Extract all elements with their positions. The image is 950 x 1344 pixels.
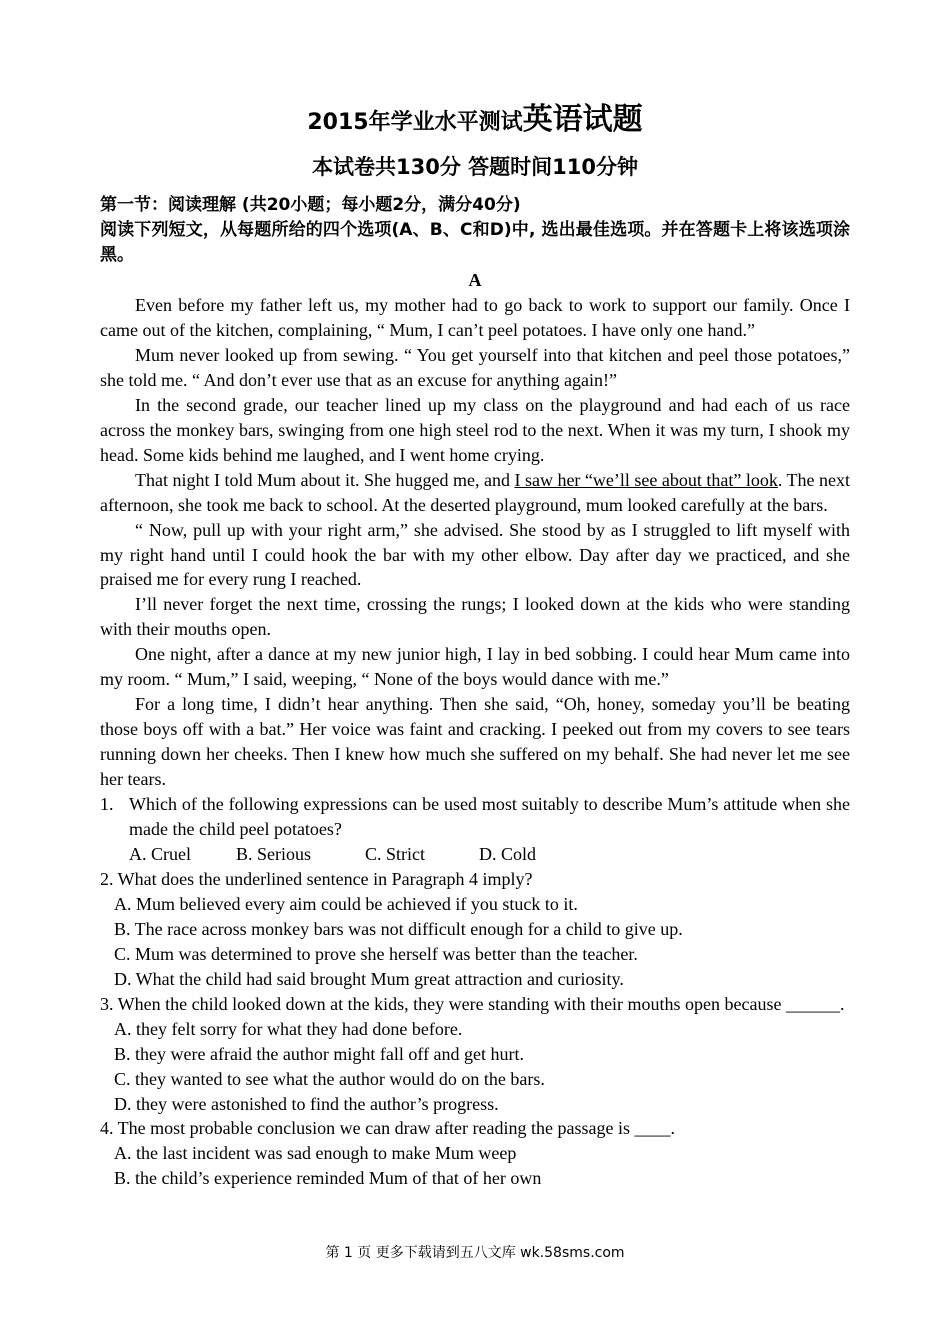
option: D. Cold [479,843,537,864]
paragraph [100,468,850,518]
paragraph: For a long time, I didn’t hear anything. Then she said, “Oh, honey, someday you’ll be beating those boys off with a bat.” Her voice was faint and cracking. I peeked out from my covers to see tears running down her cheeks. Then I knew how much she suffered on my behalf. She had never let me see her tears. [100,694,850,790]
paragraph: Mum never looked up from sewing. “ You get yourself into that kitchen and peel those potatoes,” she told me. “ And don’t ever use that as an excuse for anything again!” [100,344,850,390]
paragraph-text: That night I told Mum about it. She hugged me, and [135,469,515,490]
question-4: 4. The most probable conclusion we can draw after reading the passage is ____. [100,1118,675,1139]
option: A. the last incident was sad enough to make Mum weep [114,1143,517,1164]
option: D. What the child had said brought Mum great attraction and curiosity. [114,968,624,989]
option: A. they felt sorry for what they had done before. [114,1018,463,1039]
exam-title [100,100,850,143]
option: B. Serious [236,843,312,864]
title-main: 英语试题 [522,102,643,137]
option: B. The race across monkey bars was not difficult enough for a child to give up. [114,918,683,939]
paragraph: In the second grade, our teacher lined up my class on the playground and had each of us race across the monkey bars, swinging from one high steel rod to the next. When it was my turn, I shook my head. Some kids behind me laughed, and I went home crying. [100,394,850,465]
option: A. Mum believed every aim could be achieved if you stuck to it. [114,893,578,914]
option: C. they wanted to see what the author would do on the bars. [114,1068,545,1089]
question-1-options [100,842,850,867]
paragraph: Even before my father left us, my mother had to go back to work to support our family. Once I came out of the kitchen, complaining, “ Mum, I can’t peel potatoes. I have only one hand.” [100,295,850,340]
passage-label: A [468,270,482,290]
page-footer: 第 1 页 更多下载请到五八文库 wk.58sms.com [325,1245,625,1261]
question-2: 2. What does the underlined sentence in Paragraph 4 imply? [100,868,533,889]
option: B. they were afraid the author might fall off and get hurt. [114,1043,525,1064]
paragraph: One night, after a dance at my new junior high, I lay in bed sobbing. I could hear Mum came into my room. “ Mum,” I said, weeping, “ None of the boys would dance with me.” [100,644,850,690]
paragraph-text: . The next afternoon, she took me back to school. At the deserted playground, mum looked carefully at the bars. [100,469,851,515]
underlined-sentence: I saw her “we’ll see about that” look [514,469,778,490]
section-heading: 第一节：阅读理解 (共20小题；每小题2分，满分40分) [100,195,521,215]
paragraph: I’ll never forget the next time, crossing the rungs; I looked down at the kids who were standing with their mouths open. [100,594,850,640]
exam-subtitle: 本试卷共130分 答题时间110分钟 [312,155,638,179]
option: C. Strict [365,843,426,864]
question-3: 3. When the child looked down at the kids, they were standing with their mouths open because ______. [100,993,845,1014]
option: C. Mum was determined to prove she herself was better than the teacher. [114,943,638,964]
question-1 [100,792,850,842]
option: B. the child’s experience reminded Mum of that of her own [114,1168,542,1189]
section-directions: 阅读下列短文，从每题所给的四个选项(A、B、C和D)中, 选出最佳选项。并在答题卡上将该选项涂黑。 [100,220,850,265]
option: A. Cruel [129,843,191,864]
passage-body [100,293,850,1191]
option: D. they were astonished to find the author’s progress. [114,1093,499,1114]
title-prefix: 2015年学业水平测试 [307,110,523,135]
question-stem: Which of the following expressions can be used most suitably to describe Mum’s attitude when she made the child peel potatoes? [129,794,850,840]
paragraph: “ Now, pull up with your right arm,” she advised. She stood by as I struggled to lift myself with my right hand until I could hook the bar with my other elbow. Day after day we practiced, and she praised me for every rung I reached. [100,519,850,590]
question-number: 1. [100,794,114,815]
